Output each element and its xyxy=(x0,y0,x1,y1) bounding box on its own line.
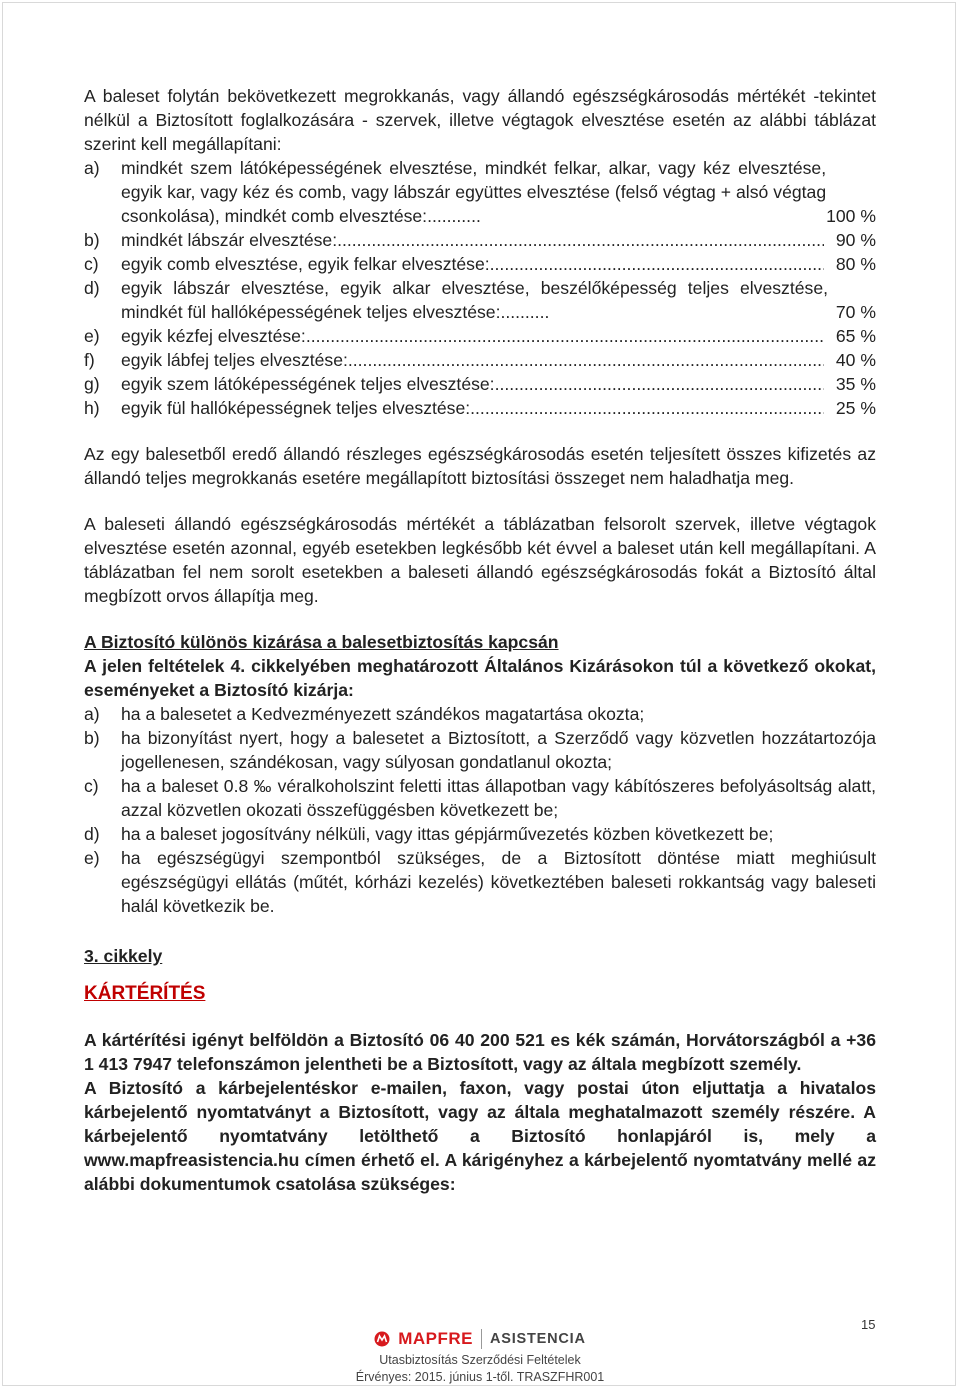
assessment-paragraph: A baleseti állandó egészségkárosodás mértékét a táblázatban felsorolt szervek, illetve végtagok elvesztése esetén azonnal, egyéb esetekben legkésőbb két évvel a baleset után kell megállapítani. A táblázatban fel nem sorolt esetekben a baleseti állandó egészségkárosodás fokát a Biztosító által megbízott orvos állapítja meg. xyxy=(84,514,876,606)
row-marker: d) xyxy=(84,278,100,298)
row-marker: c) xyxy=(84,254,99,274)
row-marker: a) xyxy=(84,158,100,178)
document-body xyxy=(84,84,876,1196)
table-row xyxy=(84,228,876,252)
list-marker: d) xyxy=(84,824,100,844)
list-marker: e) xyxy=(84,848,100,868)
table-row xyxy=(84,252,876,276)
disability-table xyxy=(84,156,876,420)
partial-disability-paragraph: Az egy balesetből eredő állandó részleges egészségkárosodás esetén teljesített összes kifizetés az állandó teljes megrokkanás esetére megállapított biztosítási összeget nem haladhatja meg. xyxy=(84,444,876,488)
row-value: 90 % xyxy=(835,230,876,250)
list-marker: b) xyxy=(84,728,100,748)
row-label: mindkét lábszár elvesztése: xyxy=(121,230,338,250)
list-marker: c) xyxy=(84,776,99,796)
page-footer xyxy=(0,1326,960,1386)
exclusions-section xyxy=(84,630,876,918)
brand-name: MAPFRE xyxy=(398,1329,473,1348)
list-item xyxy=(84,702,876,726)
row-label: egyik comb elvesztése, egyik felkar elvesztése: xyxy=(121,254,490,274)
dot-leader xyxy=(495,372,824,396)
row-value: 80 % xyxy=(835,254,876,274)
logo-divider xyxy=(481,1329,482,1349)
list-marker: a) xyxy=(84,704,100,724)
page-number: 15 xyxy=(861,1317,876,1332)
row-value: 25 % xyxy=(835,398,876,418)
list-item xyxy=(84,846,876,918)
row-marker: e) xyxy=(84,326,100,346)
row-value: 35 % xyxy=(835,374,876,394)
exclusions-lead: A jelen feltételek 4. cikkelyében meghatározott Általános Kizárásokon túl a következő okokat, eseményeket a Biztosító kizárja: xyxy=(84,656,876,700)
table-row xyxy=(84,348,876,372)
dot-leader xyxy=(348,348,824,372)
row-value: 65 % xyxy=(835,326,876,346)
section-heading: KÁRTÉRÍTÉS xyxy=(84,983,206,1004)
row-label: egyik lábfej teljes elvesztése: xyxy=(121,350,348,370)
row-label: egyik szem látóképességének teljes elvesztése: xyxy=(121,374,495,394)
footer-validity: Érvényes: 2015. június 1-től. TRASZFHR001 xyxy=(355,1370,605,1384)
list-text: ha egészségügyi szempontból szükséges, de a Biztosított döntése miatt meghiúsult egészségügyi ellátás (műtét, kórházi kezelés) következtében baleseti rokkantság vagy baleseti halál következik be. xyxy=(121,848,876,916)
list-text: ha bizonyítást nyert, hogy a balesetet a Biztosított, a Szerződő vagy közvetlen hozzátartozója jogellenesen, szándékosan, vagy súlyosan gondatlanul okozta; xyxy=(121,728,876,772)
table-row xyxy=(84,276,876,324)
list-item xyxy=(84,726,876,774)
table-row xyxy=(84,156,876,228)
footer-document-title: Utasbiztosítás Szerződési Feltételek xyxy=(379,1353,581,1367)
row-label: egyik fül hallóképességnek teljes elvesztése: xyxy=(121,398,471,418)
dot-leader xyxy=(490,252,824,276)
list-text: ha a baleset 0.8 ‰ véralkoholszint feletti ittas állapotban vagy kábítószeres befolyásoltság alatt, azzal közvetlen okozati összefüggésben következett be; xyxy=(121,776,876,820)
list-text: ha a balesetet a Kedvezményezett szándékos magatartása okozta; xyxy=(121,704,645,724)
claims-paragraph-2: A Biztosító a kárbejelentéskor e-mailen, faxon, vagy postai úton eljuttatja a hivatalos kárbejelentő nyomtatványt a Biztosított, vagy az általa meghatalmazott személy részére. A kárbejelentő nyomtatvány letölthető a Biztosító honlapjáról is, mely a www.mapfreasistencia.hu címen érhető el. A kárigényhez a kárbejelentő nyomtatvány mellé az alábbi dokumentumok csatolása szükséges: xyxy=(84,1078,876,1194)
intro-paragraph: A baleset folytán bekövetkezett megrokkanás, vagy állandó egészségkárosodás mértékét -tekintet nélkül a Biztosított foglalkozására - szervek, illetve végtagok elvesztése esetén az alábbi táblázat szerint kell megállapítani: xyxy=(84,86,876,154)
dot-leader xyxy=(337,228,824,252)
list-item xyxy=(84,822,876,846)
table-row xyxy=(84,396,876,420)
row-value: 40 % xyxy=(835,350,876,370)
dot-leader xyxy=(470,396,824,420)
list-item xyxy=(84,774,876,822)
list-text: ha a baleset jogosítvány nélküli, vagy ittas gépjárművezetés közben következett be; xyxy=(121,824,774,844)
claims-paragraph-1: A kártérítési igényt belföldön a Biztosító 06 40 200 521 es kék számán, Horvátországból a +36 1 413 7947 telefonszámon jelentheti be a Biztosított, vagy az általa megbízott személy. xyxy=(84,1030,876,1074)
row-marker: h) xyxy=(84,398,100,418)
row-value: 70 % xyxy=(835,302,876,322)
row-label: egyik kézfej elvesztése: xyxy=(121,326,306,346)
dot-leader xyxy=(306,324,824,348)
exclusions-title: A Biztosító különös kizárása a balesetbiztosítás kapcsán xyxy=(84,632,559,652)
row-marker: f) xyxy=(84,350,95,370)
table-row xyxy=(84,324,876,348)
dot-leader: .......... xyxy=(500,302,550,322)
article-heading: 3. cikkely xyxy=(84,946,163,966)
row-marker: g) xyxy=(84,374,100,394)
brand-subname: ASISTENCIA xyxy=(489,1331,586,1347)
table-row xyxy=(84,372,876,396)
row-marker: b) xyxy=(84,230,100,250)
row-label: mindkét szem látóképességének elvesztése, mindkét felkar, alkar, vagy kéz elvesztése, egyik kar, vagy kéz és comb, vagy lábszár együttes elvesztése (felső végtag + alsó végtag csonkolása), mindkét comb elvesztése:........... xyxy=(121,158,827,226)
row-label: egyik lábszár elvesztése, egyik alkar elvesztése, beszélőképesség teljes elvesztése, mindkét fül hallóképességének teljes elvesztése:.......... xyxy=(121,278,828,322)
mapfre-logo-icon xyxy=(374,1331,390,1347)
row-value: 100 % xyxy=(826,206,876,226)
company-logo xyxy=(374,1326,586,1352)
dot-leader: ........... xyxy=(427,206,481,226)
